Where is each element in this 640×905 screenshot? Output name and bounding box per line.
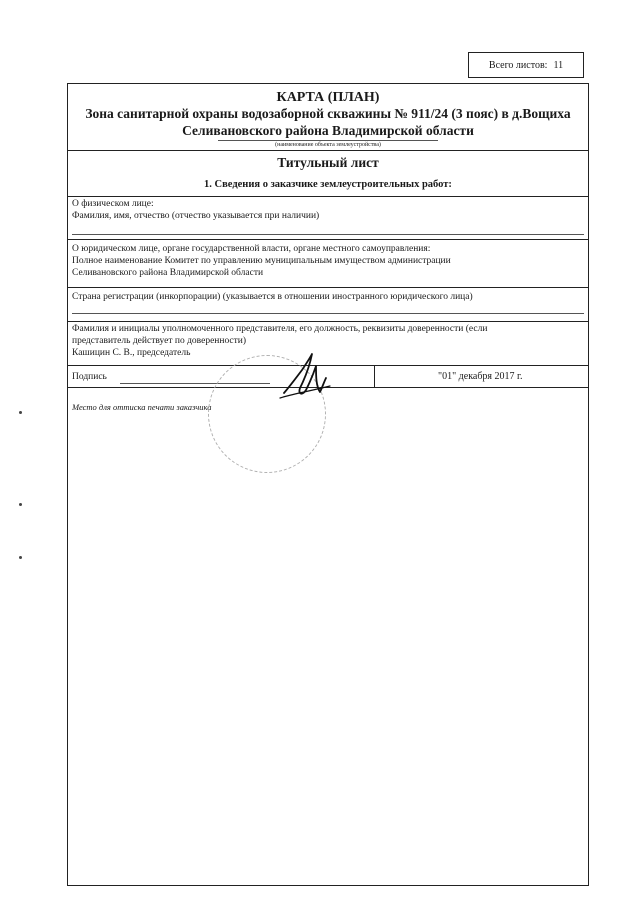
margin-mark (19, 556, 22, 559)
divider-representative (68, 321, 588, 322)
signature-label: Подпись (72, 372, 107, 382)
object-name-caption: (наименование объекта землеустройства) (275, 142, 381, 148)
signature-date-separator (374, 365, 375, 387)
individual-fio-line (72, 234, 584, 235)
divider-country (68, 287, 588, 288)
individual-fio-label: Фамилия, имя, отчество (отчество указывается при наличии) (72, 211, 320, 221)
divider-title (68, 150, 588, 151)
object-name-line-2: Селивановского района Владимирской области (182, 123, 474, 138)
object-name-line-1: Зона санитарной охраны водозаборной скважины № 911/24 (3 пояс) в д.Вощиха (85, 106, 571, 121)
handwritten-signature (276, 348, 336, 408)
margin-mark (19, 411, 22, 414)
stamp-caption: Место для оттиска печати заказчика (72, 402, 212, 412)
sheet-count-box (468, 52, 584, 78)
object-name-underline (218, 140, 438, 141)
divider-legal (68, 239, 588, 240)
representative-label-line-1: Фамилия и инициалы уполномоченного представителя, его должность, реквизиты доверенности (если (72, 324, 488, 334)
representative-label-line-2: представитель действует по доверенности) (72, 336, 247, 346)
country-line (72, 313, 584, 314)
legal-entity-name-line-1: Полное наименование Комитет по управлению муниципальным имуществом администрации (72, 256, 451, 266)
divider-individual (68, 196, 588, 197)
country-label: Страна регистрации (инкорпорации) (указывается в отношении иностранного юридического лица) (72, 292, 473, 302)
legal-entity-label: О юридическом лице, органе государственной власти, органе местного самоуправления: (72, 244, 431, 254)
individual-label: О физическом лице: (72, 199, 154, 209)
sheet-count-label: Всего листов: (488, 59, 548, 71)
sheet-title: Титульный лист (277, 155, 379, 170)
legal-entity-name-line-2: Селивановского района Владимирской области (72, 268, 264, 278)
document-title: КАРТА (ПЛАН) (276, 90, 380, 105)
sheet-count-value: 11 (553, 59, 564, 71)
signature-date: "01" декабря 2017 г. (438, 371, 523, 382)
section-1-heading: 1. Сведения о заказчике землеустроительных работ: (204, 179, 452, 190)
document-frame (67, 83, 589, 886)
margin-mark (19, 503, 22, 506)
representative-value: Кашицин С. В., председатель (72, 348, 191, 358)
